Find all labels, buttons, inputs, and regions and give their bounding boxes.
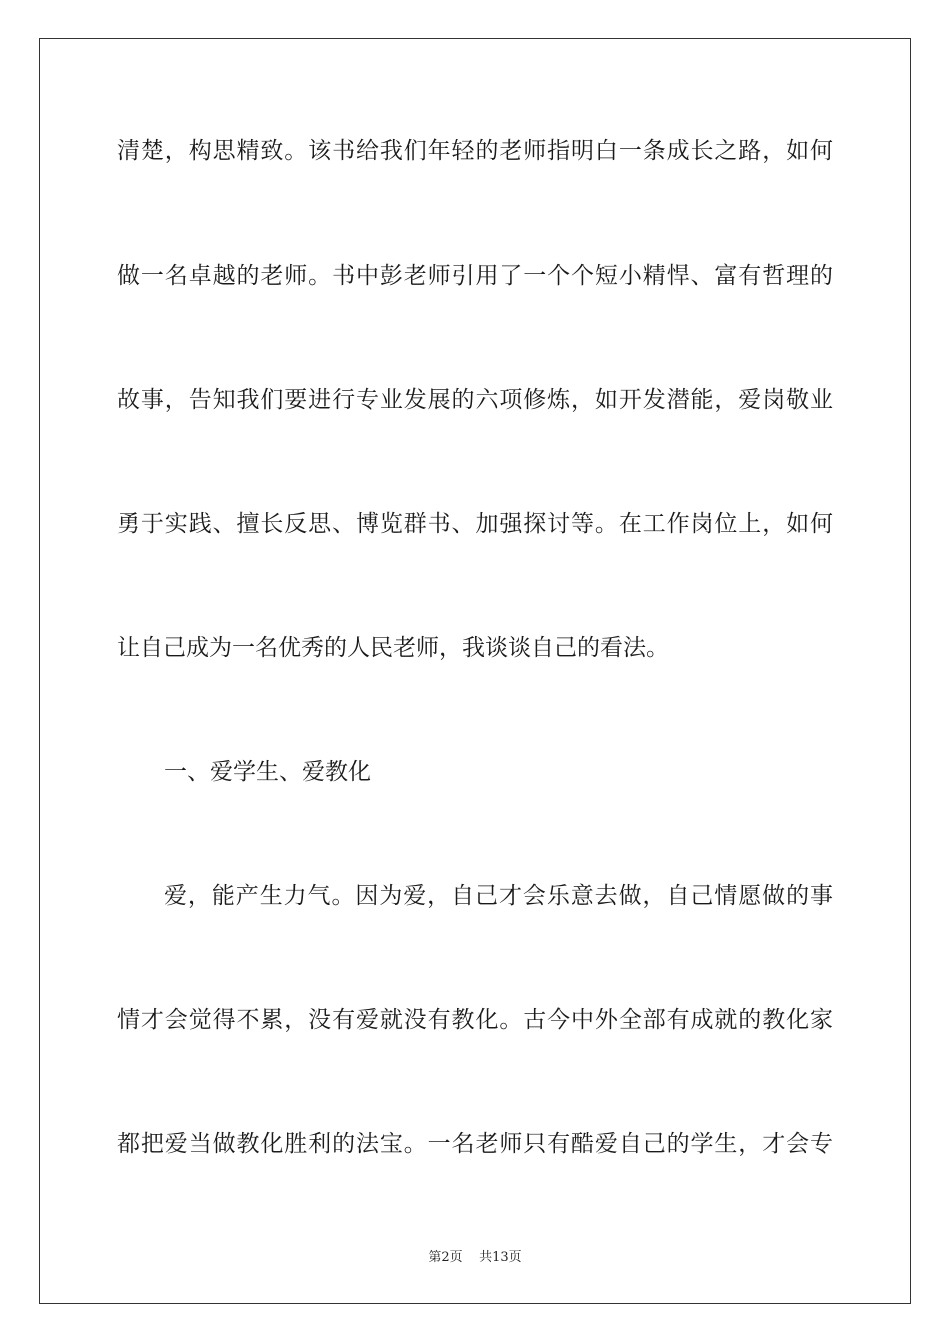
page-border [39, 38, 911, 1304]
page-footer [0, 1246, 950, 1265]
body-line-2: 做一名卓越的老师。书中彭老师引用了一个个短小精悍、富有哲理的 [117, 263, 833, 289]
body-line-9: 都把爱当做教化胜利的法宝。一名老师只有酷爱自己的学生，才会专 [117, 1131, 833, 1157]
body-line-8: 情才会觉得不累，没有爱就没有教化。古今中外全部有成就的教化家 [117, 1007, 833, 1033]
body-line-7: 爱，能产生力气。因为爱，自己才会乐意去做，自己情愿做的事 [164, 883, 833, 909]
body-line-1: 清楚，构思精致。该书给我们年轻的老师指明白一条成长之路，如何 [117, 138, 833, 164]
body-line-5: 让自己成为一名优秀的人民老师，我谈谈自己的看法。 [117, 635, 669, 661]
body-line-3: 故事，告知我们要进行专业发展的六项修炼，如开发潜能，爱岗敬业 [117, 387, 833, 413]
total-pages: 共13页 [479, 1250, 522, 1265]
body-line-4: 勇于实践、擅长反思、博览群书、加强探讨等。在工作岗位上，如何 [117, 511, 833, 537]
section-heading: 一、爱学生、爱教化 [164, 759, 371, 785]
page-number: 第2页 [428, 1250, 463, 1265]
